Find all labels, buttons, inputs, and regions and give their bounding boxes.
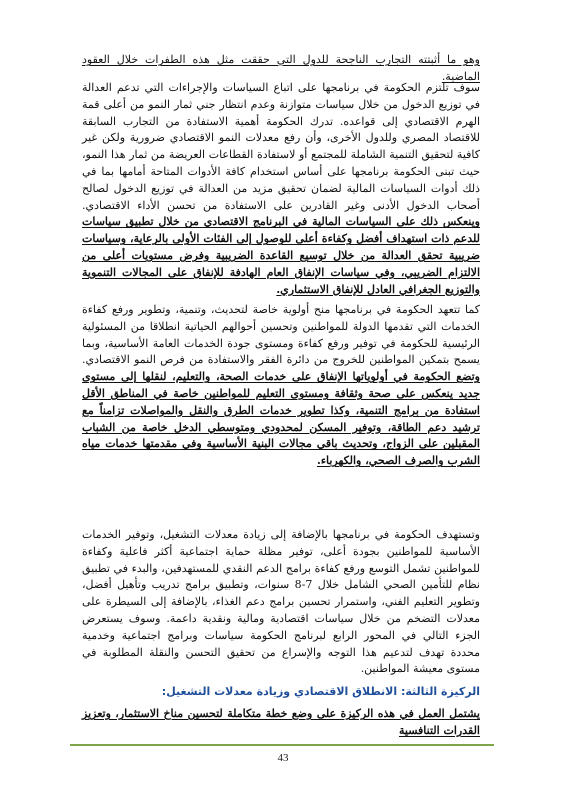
page-number: 43 xyxy=(277,752,289,764)
paragraph-text: وتستهدف الحكومة في برنامجها بالإضافة إلى زيادة معدلات التشغيل، وتوفير الخدمات الأساسية للمواطنين بجودة أعلى، توفير مظلة حماية اجتماعية أكثر فاعلية وكفاءة للمواطنين تشمل التوسع ورفع كفاءة برامج الدعم النقدي للمستهدفين، والبدء في تطبيق نظام للتأمين الصحي الشامل خلال 7-8 سنوات، وتطبيق برامج تدريب وتأهيل أفضل، وتطوير التعليم الفني، واستمرار تحسين برامج دعم الغذاء، بالإضافة إلى السيطرة على معدلات التضخم من خلال سياسات اقتصادية ومالية ونقدية داعمة. وسوف يستعرض الجزء التالي في المحور الرابع لبرنامج الحكومة سياسات وبرامج اجتماعية وخدمية محددة تهدف لتدعيم هذا التوجه والإسراع من تحقيق التحسن والنقلة المطلوبة في مستوى معيشة المواطنين. xyxy=(82,528,480,676)
section-heading: الركيزة الثالثة: الانطلاق الاقتصادي وزيادة معدلات التشغيل: xyxy=(161,685,480,698)
paragraph-underlined-text: يشتمل العمل في هذه الركيزة على وضع خطة متكاملة لتحسين مناخ الاستثمار، وتعزيز القدرات التنافسية xyxy=(82,707,480,737)
paragraph-text: سوف تلتزم الحكومة في برنامجها على اتباع السياسات والإجراءات التي تدعم العدالة في توزيع الدخول من خلال سياسات متوازنة وعدم انتظار جني ثمار النمو من أعلى قمة الهرم الاقتصادي إلى قواعده. تدرك الحكومة أهمية الاستفادة من التجارب السابقة للاقتصاد المصري وللدول الأخرى، وأن رفع معدلات النمو الاقتصادي ضرورية ولكن غير كافية لتحقيق التنمية الشاملة للمجتمع أو لاستفادة القطاعات العريضة من ثمار هذا النمو، حيث تبنى الحكومة برنامجها على أساس استخدام كافة الأدوات المتاحة أمامها بما في ذلك أدوات السياسات المالية لضمان تحقيق مزيد من العدالة في توزيع الدخول لصالح أصحاب الدخول الأدنى وغير القادرين على الاستفادة من تحسن الأداء الاقتصادي. xyxy=(82,81,480,212)
paragraph-public-services xyxy=(82,302,480,522)
paragraph-income-distribution xyxy=(82,80,480,300)
paragraph-intro xyxy=(82,52,480,83)
paragraph-social-protection xyxy=(82,527,480,677)
paragraph-third-pillar xyxy=(82,706,480,737)
footer-divider xyxy=(70,744,494,746)
paragraph-intro-text: وهو ما أثبتته التجارب الناجحة للدول التي حققت مثل هذه الطفرات خلال العقود الماضية. xyxy=(82,53,480,83)
paragraph-underlined-text: وتضع الحكومة في أولوياتها الإنفاق على خدمات الصحة، والتعليم، لنقلها إلى مستوى جديد ينعكس على صحة وثقافة ومستوى التعليم للمواطنين خاصة في المناطق الأقل استفادة من برامج التنمية، وكذا تطوير خدمات الطرق والنقل والمواصلات تزامناً مع ترشيد دعم الطاقة، وتوفير المسكن لمحدودي ومتوسطي الدخل خاصة من الشباب المقبلين على الزواج، وتحديث باقي مجالات البنية الأساسية وفي مقدمتها خدمات مياه الشرب والصرف الصحي، والكهرباء. xyxy=(82,370,480,468)
paragraph-underlined-text: وينعكس ذلك على السياسات المالية في البرنامج الاقتصادي من خلال تطبيق سياسات للدعم ذات استهداف أفضل وكفاءة أعلى للوصول إلى الفئات الأولى بالرعاية، وسياسات ضريبية تحقق العدالة من خلال توسيع القاعدة الضريبية وفرض مستويات أعلى من الالتزام الضريبي، وفي سياسات الإنفاق العام الهادفة للإنفاق على المجالات التنموية والتوزيع الجغرافي العادل للإنفاق الاستثماري. xyxy=(82,215,480,296)
paragraph-text: كما تتعهد الحكومة في برنامجها منح أولوية خاصة لتحديث، وتنمية، وتطوير ورفع كفاءة الخدمات التي تقدمها الدولة للمواطنين وتحسين أحوالهم الحياتية انطلاقا من المسئولية الرئيسية للحكومة في توفير ورفع كفاءة ومستوى جودة الخدمات العامة الأساسية، وبما يسمح بتمكين المواطنين للخروج من دائرة الفقر والاستفادة من فرص النمو الاقتصادي. xyxy=(82,303,480,367)
